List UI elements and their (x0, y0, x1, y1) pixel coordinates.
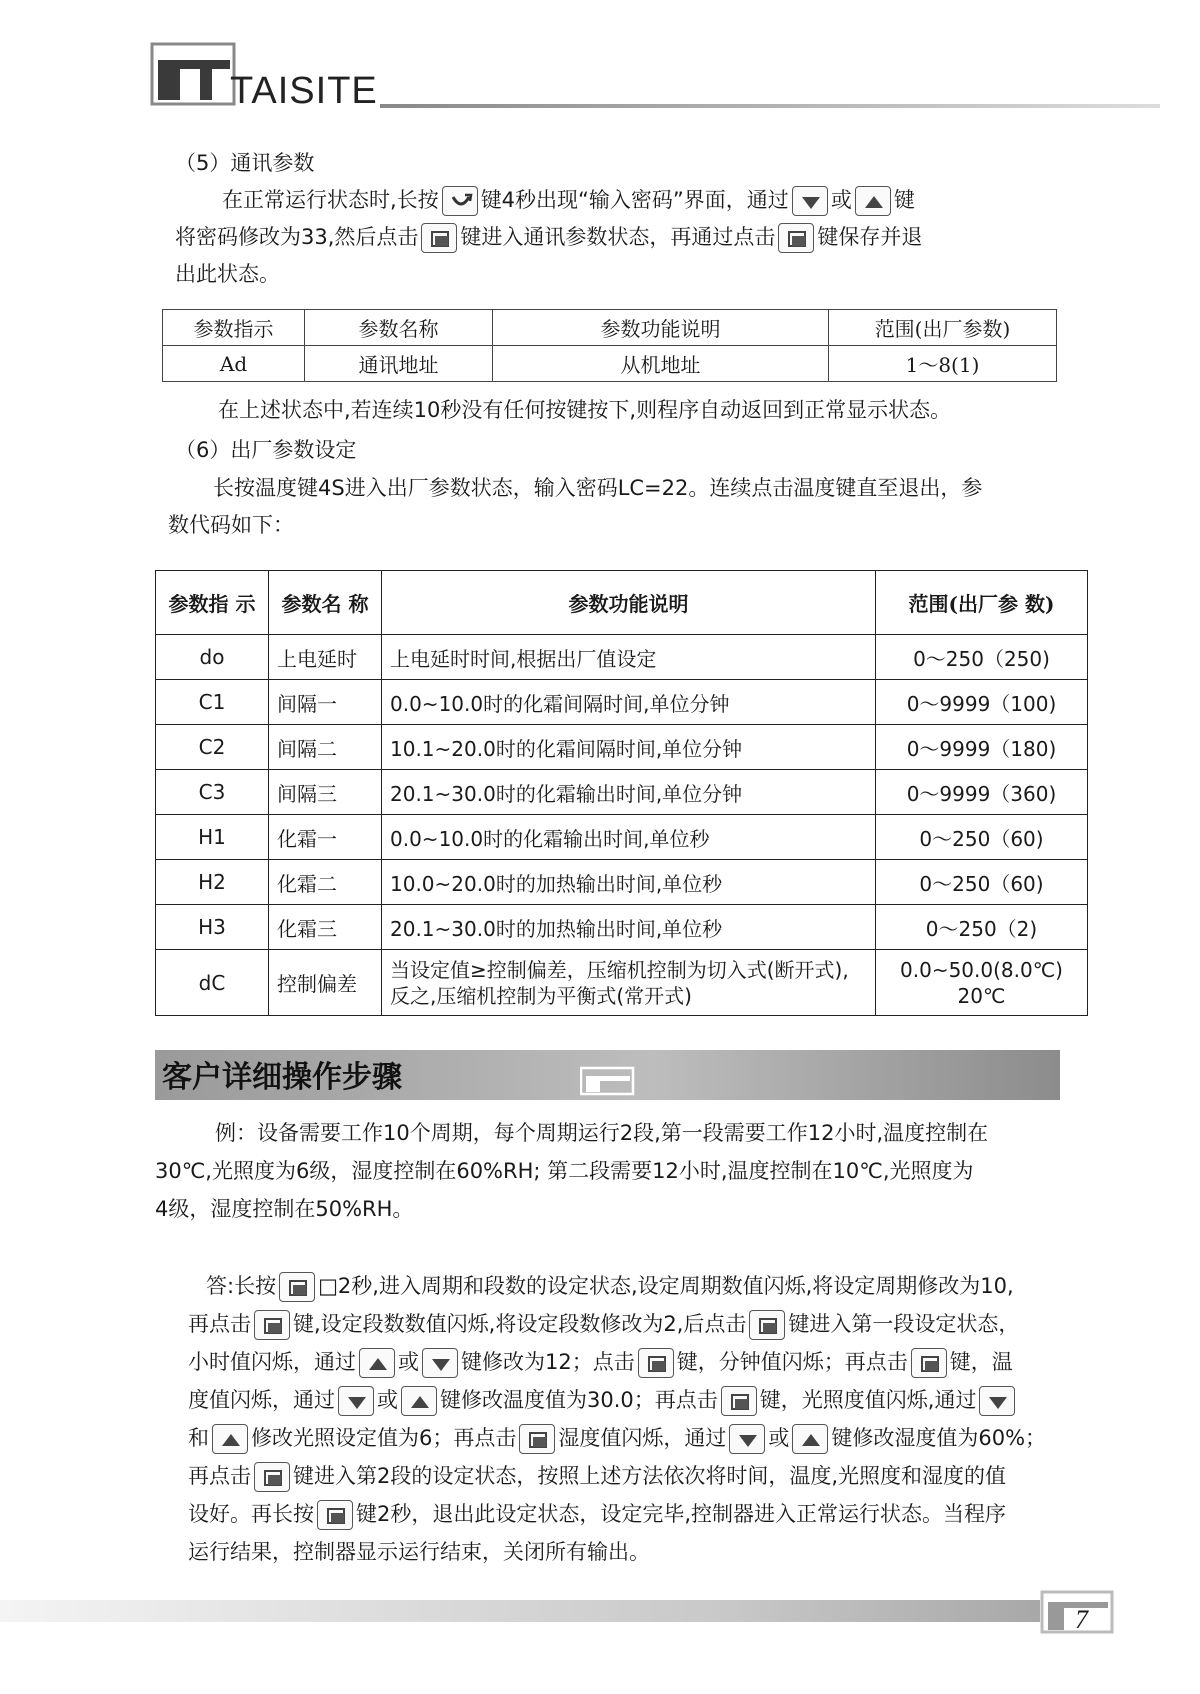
set-key-icon (254, 1462, 290, 1492)
table-cell: 0.0~10.0时的化霜输出时间,单位秒 (382, 815, 876, 860)
comm-param-table (162, 309, 1057, 382)
table-cell: 化霜一 (269, 815, 382, 860)
answer-line3: 小时值闪烁，通过 或 键修改为12；点击 键，分钟值闪烁；再点击 键，温 (188, 1344, 1013, 1381)
page-number: 7 (1075, 1605, 1088, 1634)
header-rule (380, 104, 1160, 108)
table-cell: 从机地址 (493, 346, 829, 382)
answer-line5: 和 修改光照设定值为6；再点击 湿度值闪烁，通过 或 键修改湿度值为60%； (188, 1420, 1046, 1457)
table-cell: 1～8(1) (829, 346, 1057, 382)
table-header: 参数指示 (163, 310, 305, 346)
example-line3: 4级，湿度控制在50%RH。 (155, 1197, 414, 1221)
set-key-icon (749, 1310, 785, 1340)
table-cell: 0～250（250) (876, 635, 1088, 680)
table-header: 参数功能说明 (493, 310, 829, 346)
down-key-icon (792, 186, 828, 216)
table-cell: C3 (156, 770, 269, 815)
table-cell: 通讯地址 (305, 346, 493, 382)
example-line1: 例：设备需要工作10个周期，每个周期运行2段,第一段需要工作12小时,温度控制在 (215, 1121, 989, 1145)
section5-line2: 将密码修改为33,然后点击 键进入通讯参数状态，再通过点击 键保存并退 (175, 219, 922, 256)
table-cell: 10.0~20.0时的加热输出时间,单位秒 (382, 860, 876, 905)
brand-name: TAISITE (230, 70, 378, 112)
table-header: 范围(出厂参 数) (876, 571, 1088, 635)
up-key-icon (401, 1386, 437, 1416)
table-row (156, 635, 1088, 680)
section6-title: （6）出厂参数设定 (175, 438, 357, 462)
answer-line1: 答:长按 □2秒,进入周期和段数的设定状态,设定周期数值闪烁,将设定周期修改为10, (206, 1268, 1014, 1305)
table-cell: 20.1~30.0时的加热输出时间,单位秒 (382, 905, 876, 950)
table-cell: 0.0~50.0(8.0℃) 20℃ (876, 950, 1088, 1016)
table-cell: 化霜二 (269, 860, 382, 905)
answer-line6: 再点击 键进入第2段的设定状态，按照上述方法依次将时间，温度,光照度和湿度的值 (188, 1458, 1006, 1495)
up-key-icon (212, 1424, 248, 1454)
table-cell: 化霜三 (269, 905, 382, 950)
table-cell: dC (156, 950, 269, 1016)
set-key-icon (721, 1386, 757, 1416)
banner-logo-icon (580, 1062, 640, 1098)
table-cell: 20.1~30.0时的化霜输出时间,单位分钟 (382, 770, 876, 815)
down-key-icon (338, 1386, 374, 1416)
section6-line2: 数代码如下： (168, 513, 294, 537)
section-banner-title: 客户详细操作步骤 (162, 1060, 402, 1095)
down-key-icon (979, 1386, 1015, 1416)
table-cell: H3 (156, 905, 269, 950)
section5-note: 在上述状态中,若连续10秒没有任何按键按下,则程序自动返回到正常显示状态。 (218, 398, 952, 422)
answer-line2: 再点击 键,设定段数数值闪烁,将设定段数修改为2,后点击 键进入第一段设定状态， (188, 1306, 1019, 1343)
section5-title: （5）通讯参数 (175, 151, 315, 175)
table-row (156, 725, 1088, 770)
up-key-icon (792, 1424, 828, 1454)
table-cell: 间隔一 (269, 680, 382, 725)
table-cell: 间隔三 (269, 770, 382, 815)
table-cell: 当设定值≥控制偏差，压缩机控制为切入式(断开式),反之,压缩机控制为平衡式(常开式) (382, 950, 876, 1016)
table-cell: Ad (163, 346, 305, 382)
table-cell: H2 (156, 860, 269, 905)
down-key-icon (729, 1424, 765, 1454)
table-row (156, 680, 1088, 725)
answer-line4: 度值闪烁，通过 或 键修改温度值为30.0；再点击 键，光照度值闪烁,通过 (188, 1382, 1018, 1419)
table-cell: 0～250（2) (876, 905, 1088, 950)
taisite-logo-icon (150, 40, 240, 112)
set-key-icon (254, 1310, 290, 1340)
table-header-row (156, 571, 1088, 635)
section5-line1: 在正常运行状态时,长按 键4秒出现“输入密码”界面，通过 或 键 (222, 182, 915, 219)
set-key-icon (911, 1348, 947, 1378)
example-line2: 30℃,光照度为6级，湿度控制在60%RH; 第二段需要12小时,温度控制在10℃,光照度为 (155, 1159, 974, 1183)
table-header: 参数名 称 (269, 571, 382, 635)
factory-param-table (155, 570, 1088, 1016)
section5-line3: 出此状态。 (175, 262, 280, 286)
table-cell: 上电延时时间,根据出厂值设定 (382, 635, 876, 680)
table-cell: 0～250（60) (876, 860, 1088, 905)
set-key-icon (279, 1272, 315, 1302)
answer-line7: 设好。再长按 键2秒，退出此设定状态，设定完毕,控制器进入正常运行状态。当程序 (188, 1496, 1006, 1533)
table-cell: 0～250（60) (876, 815, 1088, 860)
answer-line8: 运行结果，控制器显示运行结束，关闭所有输出。 (188, 1540, 650, 1564)
up-key-icon (359, 1348, 395, 1378)
table-row (156, 950, 1088, 1016)
table-header: 范围(出厂参数) (829, 310, 1057, 346)
table-row (156, 905, 1088, 950)
table-header: 参数功能说明 (382, 571, 876, 635)
table-header-row (163, 310, 1057, 346)
table-cell: C2 (156, 725, 269, 770)
table-cell: 0～9999（100) (876, 680, 1088, 725)
section6-line1: 长按温度键4S进入出厂参数状态，输入密码LC=22。连续点击温度键直至退出，参 (213, 476, 983, 500)
table-cell: 控制偏差 (269, 950, 382, 1016)
table-header: 参数指 示 (156, 571, 269, 635)
table-row (156, 815, 1088, 860)
set-key-icon (317, 1500, 353, 1530)
table-header: 参数名称 (305, 310, 493, 346)
table-cell: H1 (156, 815, 269, 860)
cycle-key-icon (442, 186, 478, 216)
table-cell: 0～9999（180) (876, 725, 1088, 770)
table-cell: 0～9999（360) (876, 770, 1088, 815)
table-cell: do (156, 635, 269, 680)
up-key-icon (855, 186, 891, 216)
table-row (156, 860, 1088, 905)
footer-bar (0, 1600, 1040, 1622)
set-key-icon (778, 223, 814, 253)
table-row (163, 346, 1057, 382)
set-key-icon (421, 223, 457, 253)
table-row (156, 770, 1088, 815)
table-cell: C1 (156, 680, 269, 725)
set-key-icon (519, 1424, 555, 1454)
down-key-icon (422, 1348, 458, 1378)
table-cell: 间隔二 (269, 725, 382, 770)
set-key-icon (638, 1348, 674, 1378)
table-cell: 10.1~20.0时的化霜间隔时间,单位分钟 (382, 725, 876, 770)
table-cell: 0.0~10.0时的化霜间隔时间,单位分钟 (382, 680, 876, 725)
table-cell: 上电延时 (269, 635, 382, 680)
